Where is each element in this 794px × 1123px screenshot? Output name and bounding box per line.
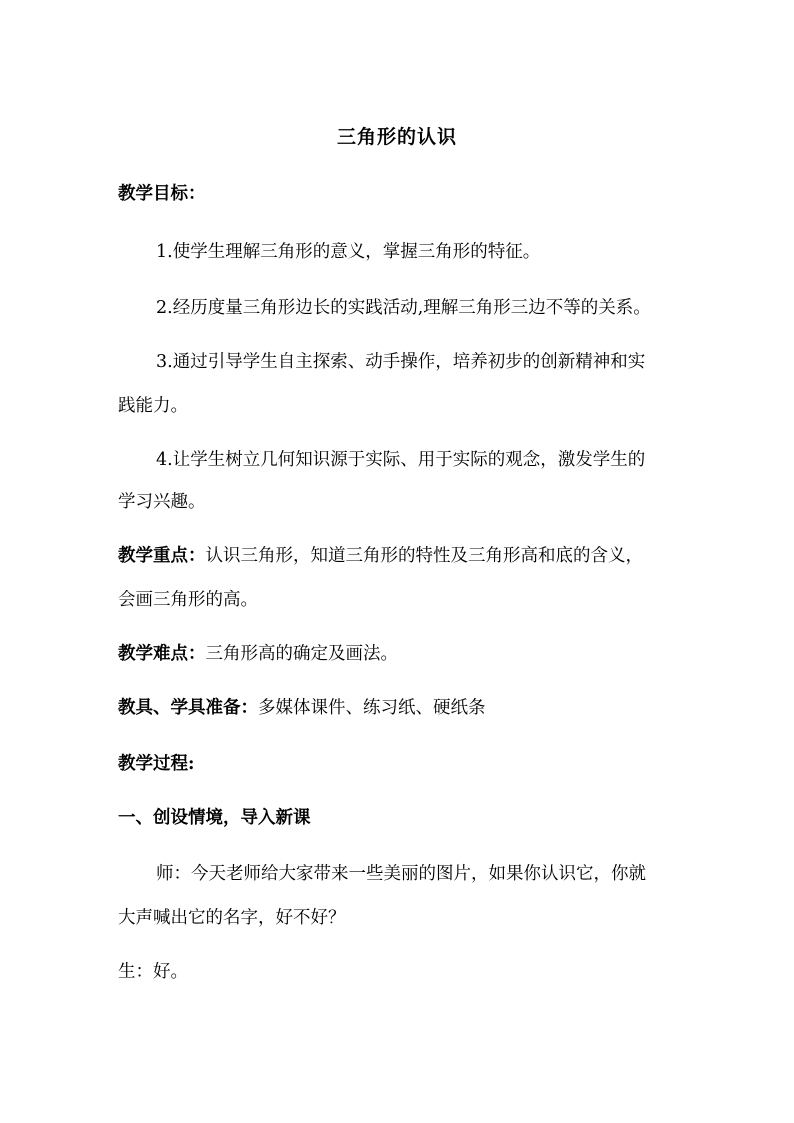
key-points-label: 教学重点： bbox=[118, 546, 206, 566]
teacher-line-1: 师：今天老师给大家带来一些美丽的图片，如果你认识它，你就 bbox=[156, 864, 646, 884]
difficulty-text: 三角形高的确定及画法。 bbox=[205, 644, 398, 664]
objectives-heading: 教学目标： bbox=[118, 184, 206, 204]
process-heading: 教学过程: bbox=[118, 754, 195, 774]
page-title: 三角形的认识 bbox=[336, 126, 457, 148]
key-points-line bbox=[118, 544, 688, 568]
teacher-line-2: 大声喊出它的名字，好不好？ bbox=[118, 908, 346, 928]
difficulty-line bbox=[118, 642, 688, 666]
objective-2: 2.经历度量三角形边长的实践活动,理解三角形三边不等的关系。 bbox=[156, 298, 651, 318]
objective-1: 1.使学生理解三角形的意义，掌握三角形的特征。 bbox=[156, 242, 541, 262]
student-line: 生：好。 bbox=[118, 962, 188, 982]
key-points-cont: 会画三角形的高。 bbox=[118, 590, 258, 610]
key-points-text: 认识三角形，知道三角形的特性及三角形高和底的含义， bbox=[205, 546, 643, 566]
objective-3: 3.通过引导学生自主探索、动手操作，培养初步的创新精神和实 bbox=[156, 352, 646, 372]
tools-label: 教具、学具准备： bbox=[118, 698, 258, 718]
tools-line bbox=[118, 696, 688, 720]
tools-text: 多媒体课件、练习纸、硬纸条 bbox=[258, 698, 486, 718]
objective-4-cont: 学习兴趣。 bbox=[118, 492, 206, 512]
objective-3-cont: 践能力。 bbox=[118, 396, 188, 416]
difficulty-label: 教学难点： bbox=[118, 644, 206, 664]
objective-4: 4.让学生树立几何知识源于实际、用于实际的观念，激发学生的 bbox=[156, 450, 646, 470]
section-1-heading: 一、创设情境，导入新课 bbox=[118, 808, 311, 828]
